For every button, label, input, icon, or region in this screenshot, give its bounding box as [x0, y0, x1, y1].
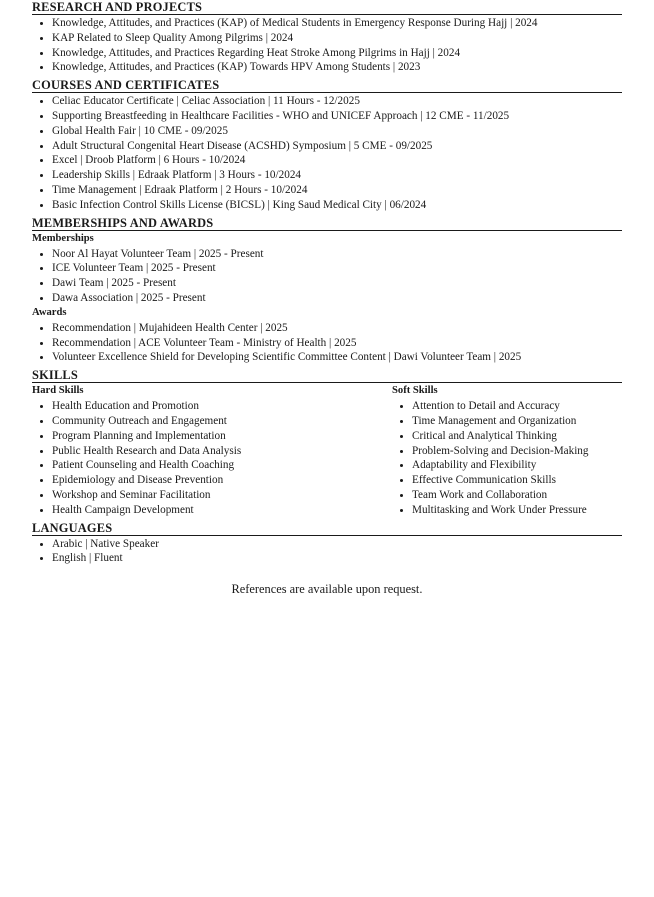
list-item: Team Work and Collaboration: [398, 488, 622, 503]
list-item: Multitasking and Work Under Pressure: [398, 503, 622, 518]
list-item: Adult Structural Congenital Heart Disease (ACSHD) Symposium | 5 CME - 09/2025: [38, 139, 622, 154]
list-item: Problem-Solving and Decision-Making: [398, 444, 622, 459]
skills-heading: SKILLS: [32, 368, 622, 383]
list-item: Knowledge, Attitudes, and Practices Regarding Heat Stroke Among Pilgrims in Hajj | 2024: [38, 46, 622, 61]
list-item: Knowledge, Attitudes, and Practices (KAP) Towards HPV Among Students | 2023: [38, 60, 622, 75]
courses-list: [32, 94, 622, 212]
list-item: Health Campaign Development: [38, 503, 392, 518]
list-item: Critical and Analytical Thinking: [398, 429, 622, 444]
list-item: Excel | Droob Platform | 6 Hours - 10/2024: [38, 153, 622, 168]
languages-list: [32, 537, 622, 567]
list-item: Arabic | Native Speaker: [38, 537, 622, 552]
hard-skills-list: [32, 399, 392, 517]
list-item: Patient Counseling and Health Coaching: [38, 458, 392, 473]
research-list: [32, 16, 622, 75]
list-item: Celiac Educator Certificate | Celiac Association | 11 Hours - 12/2025: [38, 94, 622, 109]
list-item: Attention to Detail and Accuracy: [398, 399, 622, 414]
memberships-list: [32, 247, 622, 306]
list-item: Epidemiology and Disease Prevention: [38, 473, 392, 488]
courses-heading: COURSES AND CERTIFICATES: [32, 78, 622, 93]
list-item: Global Health Fair | 10 CME - 09/2025: [38, 124, 622, 139]
soft-skills-column: [392, 383, 622, 517]
list-item: Effective Communication Skills: [398, 473, 622, 488]
memberships-heading: MEMBERSHIPS AND AWARDS: [32, 216, 622, 231]
list-item: Supporting Breastfeeding in Healthcare Facilities - WHO and UNICEF Approach | 12 CME - 11/2025: [38, 109, 622, 124]
list-item: Adaptability and Flexibility: [398, 458, 622, 473]
list-item: Workshop and Seminar Facilitation: [38, 488, 392, 503]
list-item: Health Education and Promotion: [38, 399, 392, 414]
hard-skills-subheading: Hard Skills: [32, 385, 84, 397]
awards-subheading: Awards: [32, 306, 67, 318]
list-item: Dawa Association | 2025 - Present: [38, 291, 622, 306]
list-item: KAP Related to Sleep Quality Among Pilgrims | 2024: [38, 31, 622, 46]
list-item: Public Health Research and Data Analysis: [38, 444, 392, 459]
list-item: Leadership Skills | Edraak Platform | 3 Hours - 10/2024: [38, 168, 622, 183]
list-item: Knowledge, Attitudes, and Practices (KAP) of Medical Students in Emergency Response During Hajj | 2024: [38, 16, 622, 31]
memberships-section: [32, 216, 622, 366]
languages-heading: LANGUAGES: [32, 521, 622, 536]
soft-skills-list: [392, 399, 622, 517]
skills-columns: [32, 383, 622, 517]
research-section: [32, 0, 622, 75]
memberships-subheading: Memberships: [32, 232, 94, 244]
languages-section: [32, 521, 622, 567]
list-item: Time Management | Edraak Platform | 2 Hours - 10/2024: [38, 183, 622, 198]
skills-section: [32, 368, 622, 517]
courses-section: [32, 78, 622, 212]
list-item: Dawi Team | 2025 - Present: [38, 276, 622, 291]
references-note: References are available upon request.: [231, 582, 423, 597]
list-item: Community Outreach and Engagement: [38, 414, 392, 429]
awards-list: [32, 321, 622, 365]
research-heading: RESEARCH AND PROJECTS: [32, 0, 622, 15]
list-item: Noor Al Hayat Volunteer Team | 2025 - Present: [38, 247, 622, 262]
list-item: English | Fluent: [38, 551, 622, 566]
list-item: ICE Volunteer Team | 2025 - Present: [38, 261, 622, 276]
list-item: Basic Infection Control Skills License (BICSL) | King Saud Medical City | 06/2024: [38, 198, 622, 213]
list-item: Recommendation | Mujahideen Health Center | 2025: [38, 321, 622, 336]
list-item: Recommendation | ACE Volunteer Team - Ministry of Health | 2025: [38, 336, 622, 351]
list-item: Volunteer Excellence Shield for Developing Scientific Committee Content | Dawi Volunteer Team | 2025: [38, 350, 622, 365]
list-item: Time Management and Organization: [398, 414, 622, 429]
soft-skills-subheading: Soft Skills: [392, 385, 438, 397]
list-item: Program Planning and Implementation: [38, 429, 392, 444]
hard-skills-column: [32, 383, 392, 517]
